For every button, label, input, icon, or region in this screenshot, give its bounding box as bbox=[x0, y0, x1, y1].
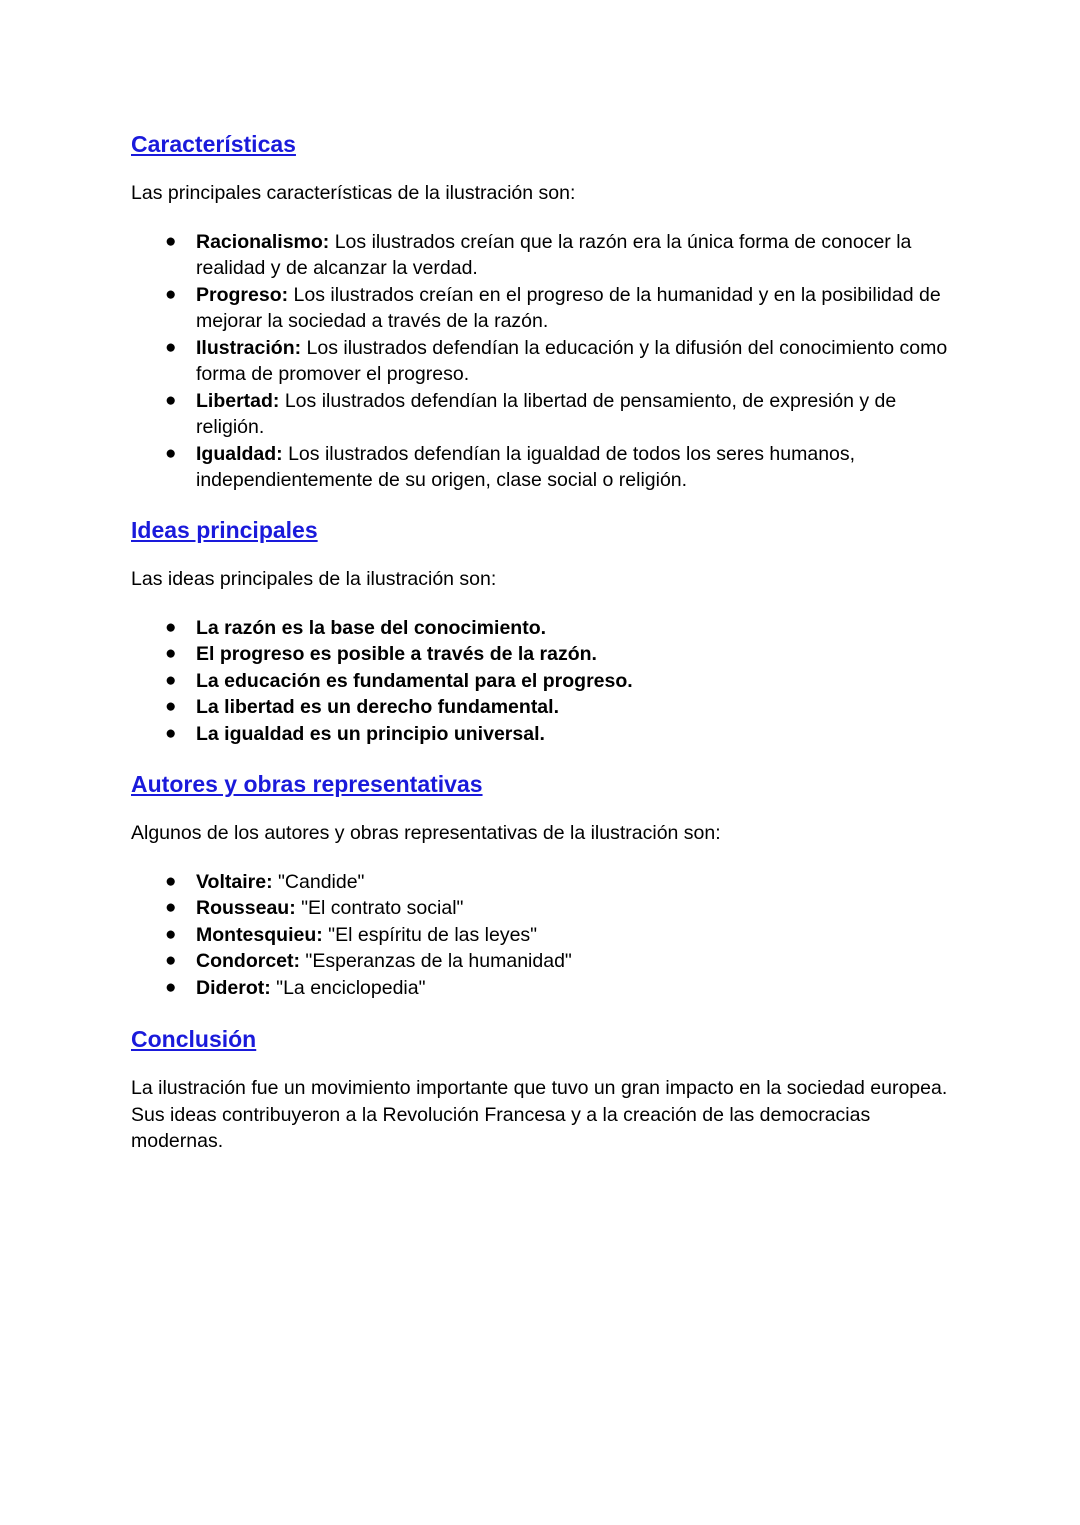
item-text: Los ilustrados defendían la educación y la difusión del conocimiento como forma de promover el progreso. bbox=[196, 336, 948, 385]
bullet-list bbox=[131, 615, 951, 748]
list-item bbox=[131, 922, 951, 949]
item-term: Racionalismo: bbox=[196, 230, 330, 253]
item-text: Los ilustrados defendían la igualdad de todos los seres humanos, independientemente de su origen, clase social o religión. bbox=[196, 442, 856, 491]
list-item bbox=[131, 975, 951, 1002]
section-intro: Las principales características de la ilustración son: bbox=[131, 182, 576, 204]
item-term: Montesquieu: bbox=[196, 923, 323, 946]
section-heading[interactable]: Características bbox=[131, 131, 296, 157]
item-text: "El contrato social" bbox=[295, 897, 464, 919]
list-item bbox=[131, 948, 951, 975]
bullet-icon: ● bbox=[165, 336, 177, 358]
item-term: La igualdad es un principio universal. bbox=[196, 722, 545, 745]
bullet-icon: ● bbox=[165, 870, 177, 892]
list-item bbox=[131, 641, 951, 668]
item-term: El progreso es posible a través de la razón. bbox=[196, 643, 597, 665]
list-item bbox=[131, 615, 951, 642]
item-text: Los ilustrados defendían la libertad de pensamiento, de expresión y de religión. bbox=[196, 389, 897, 438]
section-ideas-principales bbox=[131, 516, 951, 747]
section-heading[interactable]: Conclusión bbox=[131, 1026, 257, 1052]
list-item bbox=[131, 895, 951, 922]
bullet-icon: ● bbox=[165, 696, 177, 717]
section-heading[interactable]: Autores y obras representativas bbox=[131, 771, 483, 797]
list-item bbox=[131, 694, 951, 721]
bullet-icon: ● bbox=[165, 283, 177, 305]
section-intro: Algunos de los autores y obras representativas de la ilustración son: bbox=[131, 822, 721, 844]
section-conclusion bbox=[131, 1025, 951, 1155]
section-caracteristicas bbox=[131, 130, 951, 494]
item-term: Voltaire: bbox=[196, 870, 273, 893]
item-term: Condorcet: bbox=[196, 950, 300, 972]
item-text: Los ilustrados creían en el progreso de la humanidad y en la posibilidad de mejorar la sociedad a través de la razón. bbox=[196, 283, 941, 332]
item-text: Los ilustrados creían que la razón era la única forma de conocer la realidad y de alcanzar la verdad. bbox=[196, 230, 912, 279]
item-term: Ilustración: bbox=[196, 336, 302, 359]
bullet-icon: ● bbox=[165, 616, 177, 638]
item-term: La razón es la base del conocimiento. bbox=[196, 616, 547, 639]
bullet-icon: ● bbox=[165, 669, 177, 691]
list-item bbox=[131, 335, 951, 388]
bullet-icon: ● bbox=[165, 442, 177, 464]
item-term: Igualdad: bbox=[196, 442, 283, 465]
bullet-icon: ● bbox=[165, 897, 177, 918]
list-item bbox=[131, 668, 951, 695]
bullet-icon: ● bbox=[165, 976, 177, 998]
item-term: Libertad: bbox=[196, 389, 280, 412]
item-text: "Candide" bbox=[272, 870, 365, 893]
list-item bbox=[131, 721, 951, 748]
bullet-icon: ● bbox=[165, 722, 177, 744]
list-item bbox=[131, 229, 951, 282]
list-item bbox=[131, 869, 951, 896]
item-text: "La enciclopedia" bbox=[270, 976, 426, 999]
item-term: La libertad es un derecho fundamental. bbox=[196, 696, 559, 718]
bullet-icon: ● bbox=[165, 643, 177, 664]
item-term: Rousseau: bbox=[196, 897, 296, 919]
item-term: La educación es fundamental para el progreso. bbox=[196, 669, 633, 692]
item-text: "Esperanzas de la humanidad" bbox=[300, 950, 572, 972]
item-term: Diderot: bbox=[196, 976, 271, 999]
bullet-icon: ● bbox=[165, 230, 177, 252]
bullet-list bbox=[131, 869, 951, 1002]
bullet-icon: ● bbox=[165, 950, 177, 971]
bullet-icon: ● bbox=[165, 923, 177, 945]
bullet-list bbox=[131, 229, 951, 494]
section-autores-obras bbox=[131, 770, 951, 1001]
bullet-icon: ● bbox=[165, 389, 177, 411]
conclusion-paragraph: La ilustración fue un movimiento importante que tuvo un gran impacto en la sociedad europea. Sus ideas contribuyeron a la Revolución Francesa y a la creación de las democracias modernas. bbox=[131, 1077, 948, 1152]
section-heading[interactable]: Ideas principales bbox=[131, 517, 318, 543]
list-item bbox=[131, 441, 951, 494]
item-text: "El espíritu de las leyes" bbox=[322, 923, 538, 946]
section-intro: Las ideas principales de la ilustración son: bbox=[131, 568, 497, 590]
item-term: Progreso: bbox=[196, 283, 289, 306]
list-item bbox=[131, 282, 951, 335]
list-item bbox=[131, 388, 951, 441]
